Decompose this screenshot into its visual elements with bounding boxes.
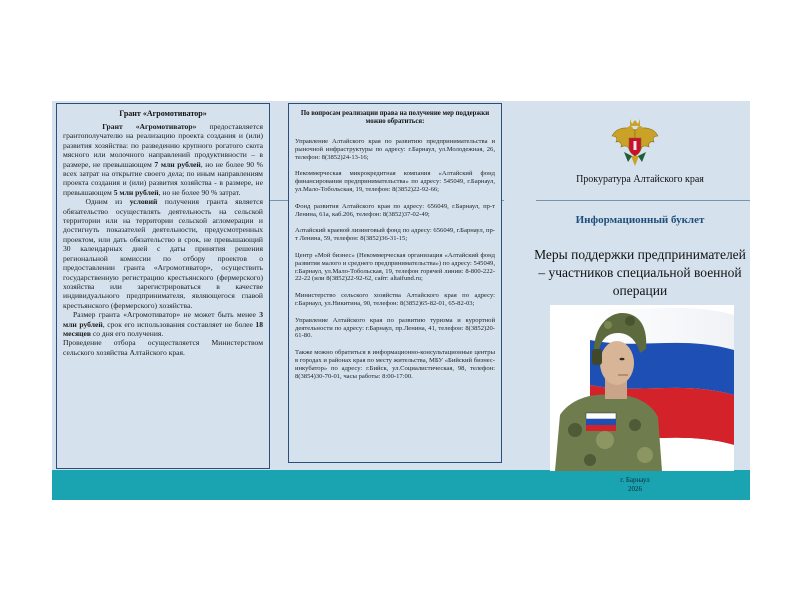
cover-divider — [536, 200, 750, 201]
grant-panel-text — [63, 122, 263, 357]
grant-panel-title: Грант «Агромотиватор» — [119, 109, 207, 118]
grant-conditions-bold: условий — [129, 197, 158, 207]
contact-item: Управление Алтайского края по развитию туризма и курортной деятельности по адресу: г.Барнаул, пр.Ленина, 41, телефон: 8(3852)20-61-80. — [295, 316, 495, 340]
year: 2026 — [628, 485, 642, 493]
grant-amount-1: 7 млн рублей — [154, 159, 201, 169]
russian-eagle-emblem-icon — [610, 116, 660, 168]
grant-amount-2: 5 млн рублей — [113, 187, 159, 197]
grant-p1-text-c: , но не более 90 % затрат. — [158, 187, 241, 197]
soldier-with-flag-illustration — [550, 305, 734, 471]
contact-item: Управление Алтайского края по развитию предпринимательства и рыночной инфраструктуры по адресу: г.Барнаул, ул.Молодежная, 26, телефон: 8(3852)24-13-16; — [295, 138, 495, 161]
contacts-panel-title: По вопросам реализации права на получение мер поддержки можно обратиться: — [300, 110, 490, 125]
grant-paragraph-1 — [63, 122, 263, 197]
grant-p3-text-a: Размер гранта «Агромотиватор» не может быть менее — [72, 310, 260, 320]
contact-item: Центр «Мой бизнес» (Некоммерческая организация «Алтайский фонд развития малого и среднего предпринимательства») по адресу: 545049, г.Барнаул, ул.Мало-Тобольская, 19, телефон горячей линии: 8-800-222-22-22 (или 8(3852)22-92-62, сайт: altaifund.ru; — [295, 251, 495, 283]
grant-p2-text-b: получения гранта является обязательство осуществлять деятельность на сельской территории или на территории сельской агломерации и достигнуть показателей деятельности, предусмотренных проектом, или дать обязательство в срок, не превышающий 30 календарных дней с даты принятия решения региональной комиссии по отбору проектов о предоставлении гранта «Агромотиватор», осуществить государственную регистрацию крестьянского (фермерского) хозяйства или зарегистрироваться в качестве индивидуального предпринимателя, являющегося главой крестьянского (фермерского) хозяйства. — [63, 197, 263, 310]
contact-item: Алтайский краевой лизинговый фонд по адресу: 656049, г.Барнаул, пр-т Ленина, 59, телефон: 8(3852)36-31-15; — [295, 227, 495, 243]
grant-p2-text-a: Одним из — [85, 197, 130, 207]
grant-p3-text-b: , срок его использования составляет не более — [102, 319, 256, 329]
grant-p1-text-a: предоставляется грантополучателю на реализацию проекта создания и (или) развития хозяйства: по разведению крупного рогатого скота мясного или молочного направлений продуктивности – в размере, не превышающем — [63, 122, 263, 169]
grant-term: 18 месяцев — [63, 319, 264, 338]
grant-paragraph-2 — [63, 197, 263, 310]
contact-item: Фонд развития Алтайского края по адресу: 656049, г.Барнаул, пр-т Ленина, 61а, каб.206, телефон: 8(3852)37-02-49; — [295, 202, 495, 218]
contacts-panel — [288, 103, 502, 463]
contact-item: Также можно обратиться в информационно-консультационные центры в городах и районах края по месту жительства, МБУ «Бийский бизнес-инкубатор» по адресу: г.Бийск, ул.Социалистическая, 98, телефон: 8(3854)30-70-01, часы работы: 8:00-17:00. — [295, 349, 495, 380]
grant-min-amount: 3 млн рублей — [63, 310, 263, 329]
city-name: г. Барнаул — [620, 476, 650, 484]
grant-paragraph-4: Проведение отбора осуществляется Министерством сельского хозяйства Алтайского края. — [63, 338, 263, 357]
organization-name: Прокуратура Алтайского края — [576, 174, 704, 185]
grant-panel — [56, 103, 270, 469]
booklet-headline: Меры поддержки предпринимателей – участников специальной военной операции — [534, 247, 746, 298]
grant-name-bold: Грант «Агромотиватор» — [102, 122, 197, 131]
booklet-label: Информационный буклет — [575, 214, 705, 226]
grant-p3-text-c: со дня его получения. — [90, 328, 164, 338]
contact-item: Некоммерческая микрокредитная компания «Алтайский фонд финансирования предпринимательства» по адресу: 545049, г.Барнаул, ул.Мало-Тобольская, 19, телефон: 8(3852)22-92-66; — [295, 170, 495, 193]
contact-item: Министерство сельского хозяйства Алтайского края по адресу: г.Барнаул, ул.Никитина, 90, телефон: 8(3852)65-82-01, 65-82-03; — [295, 292, 495, 307]
grant-p1-text-b: , но не более 90 % всех затрат на открытие своего дела; по иным направлениям проекта создания и (или) развития хозяйства - в размере, не превышающем — [63, 159, 263, 197]
city-and-year — [600, 476, 670, 494]
grant-paragraph-3 — [63, 310, 263, 338]
